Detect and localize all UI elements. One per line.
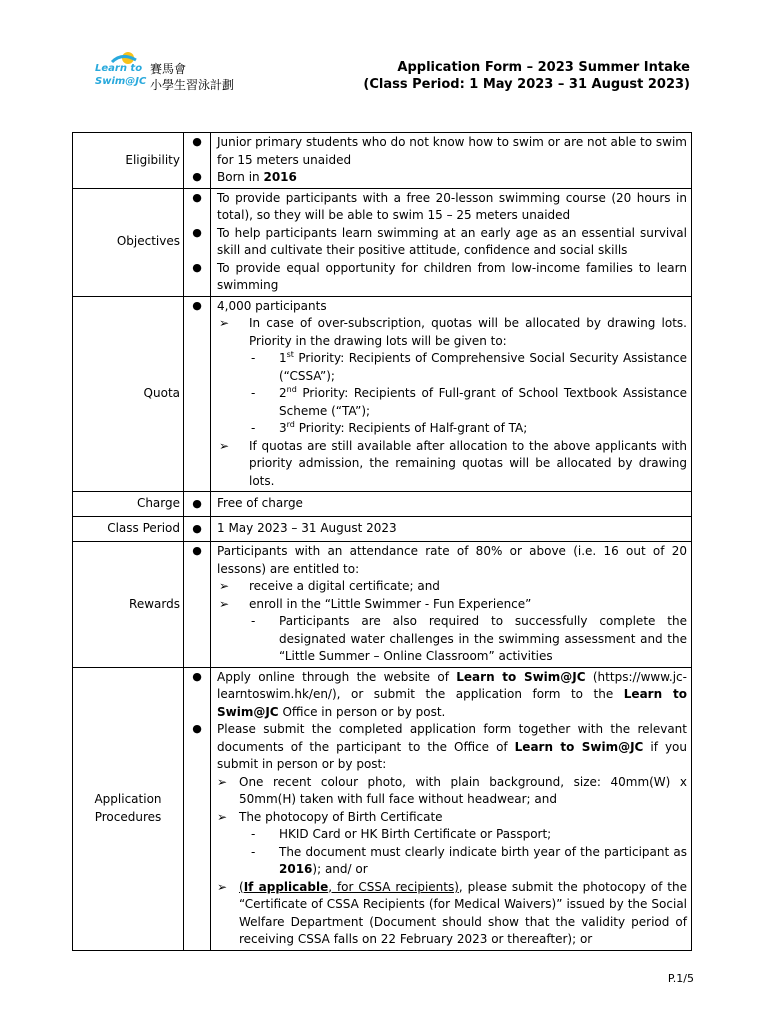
list-item: Junior primary students who do not know how to swim or are not able to swim for 15 meters unaided — [217, 135, 687, 167]
sub-list-item: ➢ The photocopy of Birth Certificate — [217, 809, 687, 827]
arrow-icon: ➢ — [217, 879, 228, 894]
bullet-icon: ● — [192, 722, 202, 735]
arrow-icon: ➢ — [217, 774, 228, 789]
dash-icon: - — [251, 386, 256, 400]
table-row-charge — [73, 492, 692, 517]
table-row-objectives — [73, 188, 692, 296]
priority-item: - 2nd Priority: Recipients of Full-grant of School Textbook Assistance Scheme (“TA”); — [251, 385, 687, 418]
list-item: To provide equal opportunity for children from low-income families to learn swimming — [217, 260, 687, 292]
sub-list-item: ➢ In case of over-subscription, quotas will be allocated by drawing lots. Priority in the drawing lots will be given to: — [219, 316, 687, 348]
arrow-icon: ➢ — [219, 579, 230, 593]
program-logo — [92, 50, 262, 94]
form-title: Application Form – 2023 Summer Intake — [397, 60, 690, 75]
table-row-eligibility — [73, 133, 692, 189]
detail-item: - Participants are also required to successfully complete the designated water challenges in the swimming assessment and the “Little Summer – Online Classroom” activities — [251, 614, 687, 663]
row-label: Objectives — [73, 188, 184, 296]
bullet-icon: ● — [192, 135, 202, 148]
detail-item: - HKID Card or HK Birth Certificate or Passport; — [217, 826, 687, 844]
sub-list-item: ➢ receive a digital certificate; and — [217, 578, 687, 596]
row-label: Quota — [73, 296, 184, 492]
dash-icon: - — [251, 421, 256, 435]
bullet-icon: ● — [192, 544, 202, 557]
sub-list-item: ➢ If quotas are still available after allocation to the above applicants with priority admission, the remaining quotas will be allocated by drawing lots. — [219, 438, 687, 488]
list-item: To provide participants with a free 20-lesson swimming course (20 hours in total), so they will be able to swim 15 – 25 meters unaided — [217, 190, 687, 222]
table-row-application-procedures — [73, 667, 692, 950]
row-label: Class Period — [73, 517, 184, 542]
table-row-quota — [73, 296, 692, 492]
form-header — [363, 59, 690, 93]
list-item: Participants with an attendance rate of 80% or above (i.e. 16 out of 20 lessons) are entitled to: — [217, 544, 687, 576]
bullet-icon: ● — [192, 190, 202, 204]
bullet-icon: ● — [192, 260, 202, 274]
logo-text-en-1: Learn to — [95, 63, 143, 74]
bullet-icon: ● — [192, 669, 202, 683]
dash-icon: - — [251, 827, 256, 841]
dash-icon: - — [251, 614, 256, 628]
list-item: Apply online through the website of Learn to Swim@JC (https://www.jc-learntoswim.hk/en/), or submit the application form to the Learn to Swim@JC Office in person or by post. — [217, 669, 687, 719]
logo-text-zh-2: 小學生習泳計劃 — [150, 78, 235, 92]
bullet-icon: ● — [192, 298, 202, 312]
sub-list-item: ➢ One recent colour photo, with plain background, size: 40mm(W) x 50mm(H) taken with full face without headwear; and — [217, 774, 687, 806]
page-number: P.1/5 — [667, 972, 694, 985]
row-label: Charge — [73, 492, 184, 517]
list-item: Free of charge — [211, 492, 692, 517]
row-label: Rewards — [73, 542, 184, 668]
row-label: Application Procedures — [73, 667, 184, 950]
bullet-icon: ● — [192, 170, 202, 183]
bullet-icon: ● — [192, 497, 202, 511]
list-item: Please submit the completed application form together with the relevant documents of the participant to the Office of Learn to Swim@JC if you submit in person or by post: — [217, 722, 687, 771]
form-class-period: (Class Period: 1 May 2023 – 31 August 2023) — [363, 77, 690, 92]
arrow-icon: ➢ — [219, 596, 230, 611]
table-row-class-period — [73, 517, 692, 542]
priority-item: - 1st Priority: Recipients of Comprehensive Social Security Assistance (“CSSA”); — [251, 350, 687, 383]
table-row-rewards — [73, 542, 692, 668]
arrow-icon: ➢ — [217, 809, 228, 824]
bullet-icon: ● — [192, 225, 202, 239]
list-item: To help participants learn swimming at an early age as an essential survival skill and cultivate their positive attitude, confidence and social skills — [217, 225, 687, 257]
list-item: Born in 2016 — [217, 170, 297, 184]
arrow-icon: ➢ — [219, 438, 230, 453]
row-label: Eligibility — [73, 133, 184, 189]
detail-item: - The document must clearly indicate birth year of the participant as 2016); and/ or — [251, 844, 687, 876]
sub-list-item: ➢ (If applicable, for CSSA recipients), please submit the photocopy of the “Certificate of CSSA Recipients (for Medical Waivers)” issued by the Social Welfare Department (Document should show that the validity period of receiving CSSA falls on 22 February 2023 or thereafter); or — [217, 879, 687, 946]
sub-list-item: ➢ enroll in the “Little Swimmer - Fun Experience” — [217, 596, 687, 614]
list-item: 1 May 2023 – 31 August 2023 — [211, 517, 692, 542]
bullet-icon: ● — [192, 522, 202, 536]
logo-text-en-2: Swim@JC — [95, 76, 147, 87]
logo-text-zh-1: 賽馬會 — [150, 62, 187, 76]
arrow-icon: ➢ — [219, 316, 230, 330]
list-item: 4,000 participants — [217, 298, 327, 313]
dash-icon: - — [251, 844, 256, 859]
dash-icon: - — [251, 351, 256, 365]
application-info-table — [72, 132, 692, 951]
priority-item: - 3rd Priority: Recipients of Half-grant of TA; — [217, 420, 687, 438]
